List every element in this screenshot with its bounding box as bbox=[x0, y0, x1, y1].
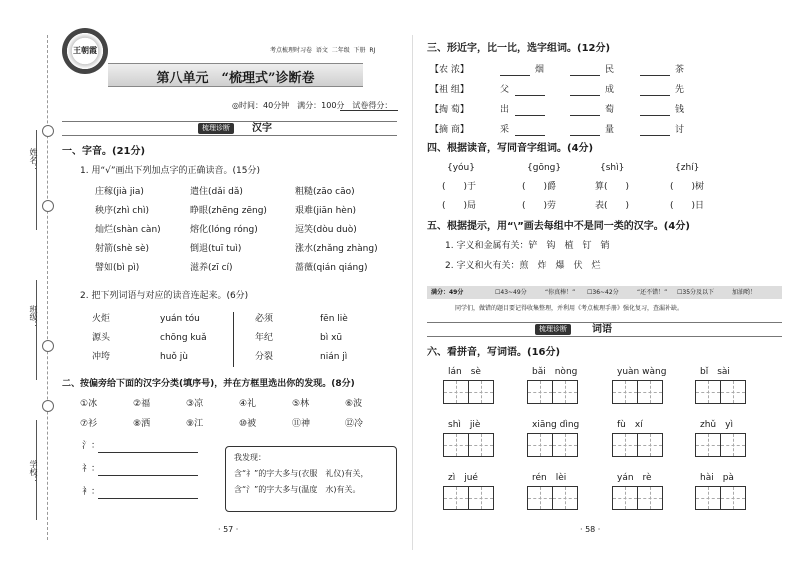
grid-cell[interactable] bbox=[638, 434, 662, 456]
grid-cell[interactable] bbox=[613, 487, 638, 509]
meta-grade: 二年级 bbox=[331, 47, 350, 54]
writing-grid[interactable] bbox=[612, 433, 663, 457]
grid-cell[interactable] bbox=[469, 487, 493, 509]
score-range-3: ☐35分及以下 bbox=[677, 289, 715, 296]
q4-blank[interactable]: ( )树 bbox=[670, 182, 705, 192]
pinyin-prompt: yuàn wàng bbox=[617, 367, 667, 377]
time-info: ◎时间：40分钟 满分：100分 试卷得分： bbox=[232, 101, 393, 110]
word-blank[interactable] bbox=[640, 95, 670, 96]
writing-grid[interactable] bbox=[443, 380, 494, 404]
gutter-fold-line bbox=[47, 35, 48, 540]
pinyin-prompt: zì jué bbox=[448, 473, 478, 483]
radical-answer-blank[interactable] bbox=[98, 498, 198, 499]
word-option[interactable]: 冲垮 bbox=[92, 352, 111, 362]
logo-text: 王朝霞 bbox=[73, 45, 97, 55]
score-full: 满分：49分 bbox=[431, 289, 464, 296]
word-fragment: 钱 bbox=[675, 105, 685, 115]
q1-2-divider bbox=[233, 312, 234, 367]
word-blank[interactable] bbox=[570, 135, 600, 136]
score-comment-3: 加油哟！ bbox=[732, 289, 757, 296]
pinyin-prompt: shì jiè bbox=[448, 420, 481, 430]
word-blank[interactable] bbox=[570, 95, 600, 96]
pinyin-choice[interactable]: 粗糙(zāo cāo) bbox=[295, 187, 355, 197]
grid-cell[interactable] bbox=[444, 434, 469, 456]
grid-cell[interactable] bbox=[469, 434, 493, 456]
classify-char: ⑩被 bbox=[239, 419, 257, 429]
school-label: 学校： bbox=[29, 460, 38, 484]
section-tag: 梳理诊断 bbox=[535, 324, 571, 335]
writing-grid[interactable] bbox=[695, 486, 746, 510]
writing-grid[interactable] bbox=[443, 433, 494, 457]
writing-grid[interactable] bbox=[527, 380, 578, 404]
q4-title: 四、根据读音，写同音字组词。(4分) bbox=[427, 143, 594, 154]
score-bar bbox=[427, 286, 782, 299]
grid-cell[interactable] bbox=[696, 487, 721, 509]
pinyin-prompt: lán sè bbox=[448, 367, 481, 377]
word-fragment: 采 bbox=[500, 125, 510, 135]
page-number-left: · 57 · bbox=[218, 525, 239, 534]
q5-1[interactable]: 1. 字义和金属有关：铲 钩 植 钉 销 bbox=[445, 241, 610, 251]
pinyin-choice[interactable]: 涨水(zhǎng zhàng) bbox=[295, 244, 378, 254]
pinyin-prompt: fù xí bbox=[617, 420, 643, 430]
grid-cell[interactable] bbox=[638, 381, 662, 403]
pinyin-choice[interactable]: 逗笑(dòu duò) bbox=[295, 225, 357, 235]
word-blank[interactable] bbox=[500, 75, 530, 76]
q5-title: 五、根据提示，用“\”画去每组中不是同一类的汉字。(4分) bbox=[427, 221, 690, 232]
word-blank[interactable] bbox=[515, 115, 545, 116]
pinyin-prompt: hài pà bbox=[700, 473, 734, 483]
pinyin-choice[interactable]: 灿烂(shàn càn) bbox=[95, 225, 161, 235]
writing-grid[interactable] bbox=[695, 380, 746, 404]
pinyin-prompt: yán rè bbox=[617, 473, 652, 483]
q5-2[interactable]: 2. 字义和火有关：煎 炸 爆 伏 烂 bbox=[445, 261, 601, 271]
pinyin-choice[interactable]: 譬如(bì pì) bbox=[95, 263, 140, 273]
classify-char: ③凉 bbox=[186, 399, 204, 409]
word-blank[interactable] bbox=[640, 115, 670, 116]
pinyin-choice[interactable]: 睁眼(zhēng zēng) bbox=[190, 206, 267, 216]
grid-cell[interactable] bbox=[721, 434, 745, 456]
discovery-box bbox=[225, 446, 397, 512]
pinyin-prompt: bǎi nòng bbox=[532, 367, 578, 377]
q4-blank[interactable]: ( )劳 bbox=[522, 201, 557, 211]
pinyin-choice[interactable]: 艰难(jiān hèn) bbox=[295, 206, 357, 216]
q4-blank[interactable]: 算( ) bbox=[595, 182, 630, 192]
radical-answer-blank[interactable] bbox=[98, 475, 198, 476]
grid-cell[interactable] bbox=[721, 487, 745, 509]
writing-grid[interactable] bbox=[527, 433, 578, 457]
q4-pinyin: {gōng} bbox=[527, 163, 562, 173]
q4-pinyin: {shì} bbox=[600, 163, 625, 173]
q4-blank[interactable]: ( )于 bbox=[442, 182, 477, 192]
radical-label: 礻： bbox=[82, 464, 101, 474]
word-option[interactable]: 年纪 bbox=[255, 333, 274, 343]
classify-char: ⑥波 bbox=[345, 399, 363, 409]
meta-volume: 下册 bbox=[353, 47, 366, 54]
section-tab-ciyu bbox=[427, 322, 782, 337]
score-range-2: ☐36~42分 bbox=[587, 289, 619, 296]
word-fragment: 萄 bbox=[605, 105, 615, 115]
classify-char: ④礼 bbox=[239, 399, 257, 409]
grid-cell[interactable] bbox=[553, 381, 577, 403]
grid-cell[interactable] bbox=[613, 434, 638, 456]
q4-pinyin: {yóu} bbox=[447, 163, 475, 173]
char-pair: 【摘 商】 bbox=[430, 125, 469, 135]
section-tab-hanzi bbox=[62, 121, 397, 136]
pinyin-choice[interactable]: 滋养(zī cí) bbox=[190, 263, 233, 273]
pinyin-choice[interactable]: 秧序(zhì chì) bbox=[95, 206, 149, 216]
grid-cell[interactable] bbox=[613, 381, 638, 403]
pinyin-option[interactable]: bì xū bbox=[320, 333, 343, 343]
pinyin-option[interactable]: huǒ jù bbox=[160, 352, 188, 362]
discovery-title: 我发现： bbox=[234, 453, 266, 462]
pinyin-option[interactable]: yuán tóu bbox=[160, 314, 200, 324]
word-blank[interactable] bbox=[570, 115, 600, 116]
radical-label: 氵： bbox=[82, 441, 101, 451]
writing-grid[interactable] bbox=[695, 433, 746, 457]
q4-blank[interactable]: ( )日 bbox=[670, 201, 705, 211]
word-fragment: 父 bbox=[500, 85, 510, 95]
binding-hole bbox=[42, 125, 54, 137]
word-option[interactable]: 火炬 bbox=[92, 314, 111, 324]
header-meta bbox=[270, 47, 375, 55]
classify-char: ⑤林 bbox=[292, 399, 310, 409]
word-fragment: 讨 bbox=[675, 125, 685, 135]
grid-cell[interactable] bbox=[469, 381, 493, 403]
grid-cell[interactable] bbox=[444, 381, 469, 403]
name-line bbox=[36, 130, 37, 230]
meta-subject: 语文 bbox=[315, 47, 328, 54]
pinyin-choice[interactable]: 遣住(dǎi dǎ) bbox=[190, 187, 243, 197]
q4-blank[interactable]: 表( ) bbox=[595, 201, 630, 211]
grid-cell[interactable] bbox=[696, 381, 721, 403]
section-title: 词语 bbox=[592, 324, 612, 335]
word-blank[interactable] bbox=[640, 75, 670, 76]
char-pair: 【农 浓】 bbox=[430, 65, 469, 75]
grid-cell[interactable] bbox=[696, 434, 721, 456]
word-option[interactable]: 分裂 bbox=[255, 352, 274, 362]
q1-title: 一、字音。(21分) bbox=[62, 146, 146, 157]
writing-grid[interactable] bbox=[612, 380, 663, 404]
discovery-line-2[interactable]: 含“氵”的字大多与(温度 水)有关。 bbox=[234, 485, 361, 494]
pinyin-option[interactable]: fēn liè bbox=[320, 314, 348, 324]
classify-char: ⑫冷 bbox=[345, 419, 364, 429]
section-tag: 梳理诊断 bbox=[198, 123, 234, 134]
score-comment-1: “你真棒！” bbox=[545, 289, 576, 296]
classify-char: ⑨江 bbox=[186, 419, 204, 429]
page-number-right: · 58 · bbox=[580, 525, 601, 534]
grid-cell[interactable] bbox=[444, 487, 469, 509]
class-label: 班级： bbox=[29, 305, 38, 329]
pinyin-prompt: zhǔ yì bbox=[700, 420, 733, 430]
word-blank[interactable] bbox=[515, 95, 545, 96]
word-fragment: 茶 bbox=[675, 65, 685, 75]
q2-title: 二、按偏旁给下面的汉字分类(填序号)，并在方框里选出你的发现。(8分) bbox=[62, 379, 355, 389]
q1-1-instruction: 1. 用“√”画出下列加点字的正确读音。(15分) bbox=[80, 166, 260, 176]
pinyin-choice[interactable]: 倒退(tuī tuì) bbox=[190, 244, 242, 254]
binding-hole bbox=[42, 200, 54, 212]
score-comment-2: “还不错！” bbox=[637, 289, 668, 296]
word-fragment: 量 bbox=[605, 125, 615, 135]
radical-label: 衤： bbox=[82, 487, 101, 497]
writing-grid[interactable] bbox=[527, 486, 578, 510]
binding-hole bbox=[42, 400, 54, 412]
q1-2-instruction: 2. 把下列词语与对应的读音连起来。(6分) bbox=[80, 291, 249, 301]
word-blank[interactable] bbox=[570, 75, 600, 76]
pinyin-option[interactable]: chōng kuǎ bbox=[160, 333, 207, 343]
pinyin-prompt: bǐ sài bbox=[700, 367, 730, 377]
pinyin-prompt: xiāng dìng bbox=[532, 420, 580, 430]
name-label: 姓名： bbox=[29, 148, 38, 172]
q4-pinyin: {zhí} bbox=[675, 163, 700, 173]
pinyin-choice[interactable]: 蔷薇(qián qiáng) bbox=[295, 263, 368, 273]
radical-answer-blank[interactable] bbox=[98, 452, 198, 453]
section-title: 汉字 bbox=[252, 123, 272, 134]
char-pair: 【掏 萄】 bbox=[430, 105, 469, 115]
page-divider bbox=[412, 35, 413, 550]
pinyin-choice[interactable]: 射箭(shè sè) bbox=[95, 244, 150, 254]
pinyin-prompt: rén lèi bbox=[532, 473, 567, 483]
writing-grid[interactable] bbox=[443, 486, 494, 510]
grid-cell[interactable] bbox=[528, 487, 553, 509]
page-title: 第八单元 “梳理式”诊断卷 bbox=[156, 71, 315, 86]
classify-char: ⑧洒 bbox=[133, 419, 151, 429]
word-blank[interactable] bbox=[640, 135, 670, 136]
q6-title: 六、看拼音，写词语。(16分) bbox=[427, 347, 561, 358]
grid-cell[interactable] bbox=[528, 381, 553, 403]
word-fragment: 烟 bbox=[535, 65, 545, 75]
pinyin-choice[interactable]: 熔化(lóng róng) bbox=[190, 225, 258, 235]
char-pair: 【祖 组】 bbox=[430, 85, 469, 95]
q4-blank[interactable]: ( )局 bbox=[442, 201, 477, 211]
word-fragment: 成 bbox=[605, 85, 615, 95]
logo bbox=[62, 28, 108, 74]
word-blank[interactable] bbox=[515, 135, 545, 136]
discovery-line-1[interactable]: 含“礻”的字大多与(衣服 礼仪)有关， bbox=[234, 469, 369, 478]
grid-cell[interactable] bbox=[553, 434, 577, 456]
score-range-1: ☐43~49分 bbox=[495, 289, 527, 296]
score-blank[interactable] bbox=[340, 110, 398, 111]
meta-series: 考点梳理时习卷 bbox=[270, 47, 313, 54]
meta-edition: RJ bbox=[369, 47, 376, 54]
q3-title: 三、形近字，比一比，选字组词。(12分) bbox=[427, 43, 611, 54]
review-note: 同学们，做错的题目要记得收集整理，并利用《考点梳理手册》强化复习，查漏补缺。 bbox=[455, 305, 684, 312]
classify-char: ①冰 bbox=[80, 399, 98, 409]
pinyin-option[interactable]: nián jì bbox=[320, 352, 348, 362]
grid-cell[interactable] bbox=[528, 434, 553, 456]
classify-char: ⑦衫 bbox=[80, 419, 98, 429]
grid-cell[interactable] bbox=[721, 381, 745, 403]
binding-hole bbox=[42, 340, 54, 352]
word-fragment: 民 bbox=[605, 65, 615, 75]
title-banner bbox=[108, 63, 363, 87]
word-option[interactable]: 源头 bbox=[92, 333, 111, 343]
word-option[interactable]: 必须 bbox=[255, 314, 274, 324]
writing-grid[interactable] bbox=[612, 486, 663, 510]
classify-char: ②福 bbox=[133, 399, 151, 409]
class-line bbox=[36, 280, 37, 380]
pinyin-choice[interactable]: 庄稼(jià jia) bbox=[95, 187, 144, 197]
grid-cell[interactable] bbox=[638, 487, 662, 509]
classify-char: ⑪神 bbox=[292, 419, 311, 429]
grid-cell[interactable] bbox=[553, 487, 577, 509]
word-fragment: 出 bbox=[500, 105, 510, 115]
q4-blank[interactable]: ( )爵 bbox=[522, 182, 557, 192]
word-fragment: 先 bbox=[675, 85, 685, 95]
